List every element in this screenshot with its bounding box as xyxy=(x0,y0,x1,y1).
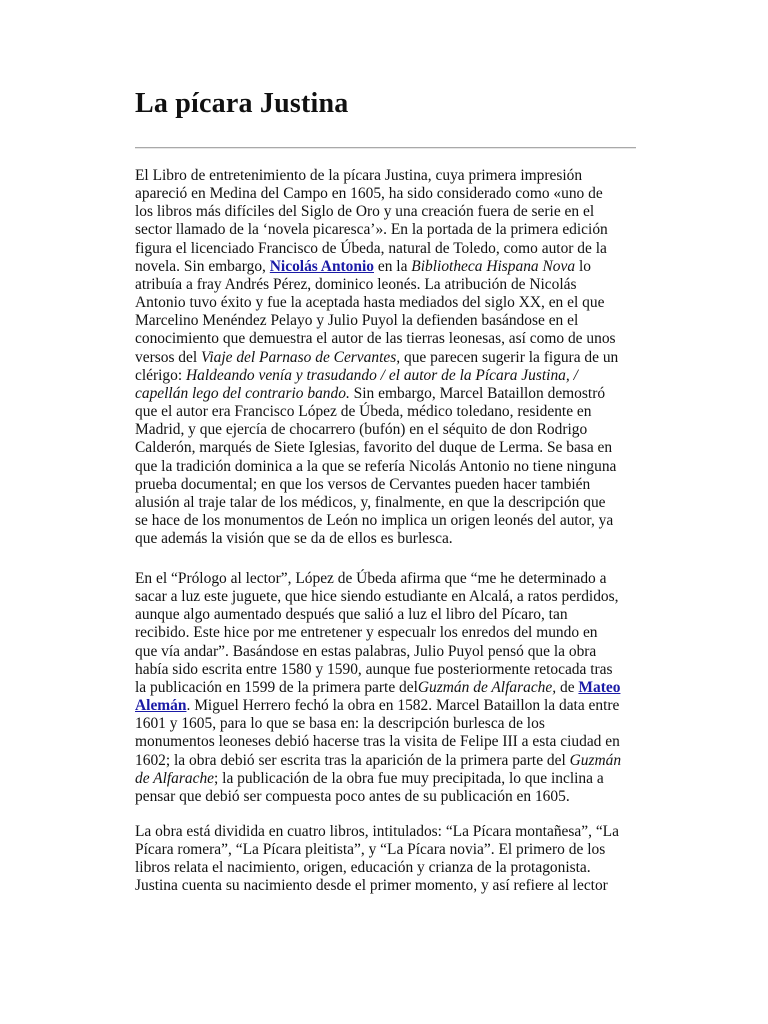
italic-title: Guzmán de Alfarache, xyxy=(417,678,557,696)
text-segment: . Miguel Herrero fechó la obra en 1582. Marcel Bataillon la data entre xyxy=(186,697,620,715)
text-line: alusión al traje talar de los médicos, y, finalmente, en que la descripción que xyxy=(135,493,606,511)
text-segment: en la xyxy=(374,257,412,275)
text-line xyxy=(135,385,638,403)
text-line: Madrid, y que ejercía de chocarrero (bufón) en el séquito de don Rodrigo xyxy=(135,421,588,439)
text-line: apareció en Medina del Campo en 1605, ha sido considerado como «uno de xyxy=(135,185,603,203)
italic-quote: Haldeando venía y trasudando / el autor de la Pícara Justina, / xyxy=(186,366,578,384)
text-line: que vía andar”. Basándose en estas palabras, Julio Puyol pensó que la obra xyxy=(135,642,597,660)
text-line: que el autor era Francisco López de Úbeda, médico toledano, residente en xyxy=(135,403,592,421)
text-line: La obra está dividida en cuatro libros, intitulados: “La Pícara montañesa”, “La xyxy=(135,823,619,840)
mateo-aleman-link[interactable]: Alemán xyxy=(135,697,187,715)
text-line: Antonio tuvo éxito y fue la aceptada hasta mediados del siglo XX, en el que xyxy=(135,294,605,312)
text-line: En el “Prólogo al lector”, López de Úbeda afirma que “me he determinado a xyxy=(135,570,607,587)
text-line: figura el licenciado Francisco de Úbeda, natural de Toledo, como autor de la xyxy=(135,239,607,257)
text-line xyxy=(135,752,638,770)
text-line: que además la visión que se da de ellos es burlesca. xyxy=(135,530,453,548)
text-line: los libros más difíciles del Siglo de Oro y una creación fuera de serie en el xyxy=(135,203,595,221)
paragraph-1 xyxy=(135,167,638,548)
text-line: pensar que debió ser compuesta poco antes de su publicación en 1605. xyxy=(135,787,570,805)
text-line xyxy=(135,679,638,697)
text-line: sacar a luz este juguete, que hice siendo estudiante en Alcalá, a ratos perdidos, xyxy=(135,588,619,606)
text-line: que la tradición dominica a la que se refería Nicolás Antonio no tiene ninguna xyxy=(135,457,617,475)
text-line: había sido escrita entre 1580 y 1590, aunque fue posteriormente retocada tras xyxy=(135,660,613,678)
text-segment: lo xyxy=(575,257,591,275)
text-segment: novela. Sin embargo, xyxy=(135,257,270,275)
italic-title: de Alfarache xyxy=(135,769,215,787)
text-line: libros relata el nacimiento, origen, educación y crianza de la protagonista. xyxy=(135,859,591,877)
title-divider xyxy=(135,147,636,149)
text-line xyxy=(135,349,638,367)
text-line: recibido. Este hice por me entretener y especualr los enredos del mundo en xyxy=(135,624,598,642)
text-line: 1601 y 1605, para lo que se basa en: la descripción burlesca de los xyxy=(135,715,545,733)
text-segment: de xyxy=(556,678,579,696)
text-segment: ; la publicación de la obra fue muy precipitada, lo que inclina a xyxy=(214,769,604,787)
text-line: aunque algo aumentado después que salió a luz el libro del Pícaro, tan xyxy=(135,606,568,624)
text-line xyxy=(135,697,638,715)
text-line: Marcelino Menéndez Pelayo y Julio Puyol la defienden basándose en el xyxy=(135,312,579,330)
text-line: monumentos leoneses debió hacerse tras la visita de Felipe III a esta ciudad en xyxy=(135,733,620,751)
text-segment: que parecen sugerir la figura de un xyxy=(400,348,619,366)
text-line xyxy=(135,258,638,276)
text-line: se hace de los monumentos de León no implica un origen leonés del autor, ya xyxy=(135,511,614,529)
text-line xyxy=(135,367,638,385)
paragraph-2 xyxy=(135,570,638,806)
text-line: sector llamado de la ‘novela picaresca’». En la portada de la primera edición xyxy=(135,221,608,239)
text-line: El Libro de entretenimiento de la pícara Justina, cuya primera impresión xyxy=(135,167,583,184)
paragraph-3 xyxy=(135,823,638,896)
nicolas-antonio-link[interactable]: Nicolás Antonio xyxy=(269,257,374,275)
document-title: La pícara Justina xyxy=(135,88,349,119)
text-segment: clérigo: xyxy=(135,366,187,384)
text-segment: Sin embargo, Marcel Bataillon demostró xyxy=(349,384,606,402)
italic-quote: capellán lego del contrario bando. xyxy=(135,384,350,402)
text-line xyxy=(135,770,638,788)
text-line: conocimiento que demuestra el autor de las tierras leonesas, así como de unos xyxy=(135,330,616,348)
text-segment: 1602; la obra debió ser escrita tras la aparición de la primera parte del xyxy=(135,751,570,769)
mateo-aleman-link[interactable]: Mateo xyxy=(578,678,621,696)
text-line: Justina cuenta su nacimiento desde el primer momento, y así refiere al lector xyxy=(135,877,608,895)
text-line: atribuía a fray Andrés Pérez, dominico leonés. La atribución de Nicolás xyxy=(135,275,577,293)
text-segment: la publicación en 1599 de la primera parte del xyxy=(135,678,418,696)
text-segment: versos del xyxy=(135,348,202,366)
text-line: prueba documental; en que los versos de Cervantes pueden hacer también xyxy=(135,475,591,493)
italic-title: Guzmán xyxy=(569,751,622,769)
text-line: Calderón, marqués de Siete Iglesias, favorito del duque de Lerma. Se basa en xyxy=(135,439,613,457)
italic-title: Bibliotheca Hispana Nova xyxy=(411,257,576,275)
italic-title: Viaje del Parnaso de Cervantes, xyxy=(201,348,401,366)
text-line: Pícara romera”, “La Pícara pleitista”, y “La Pícara novia”. El primero de los xyxy=(135,841,606,859)
